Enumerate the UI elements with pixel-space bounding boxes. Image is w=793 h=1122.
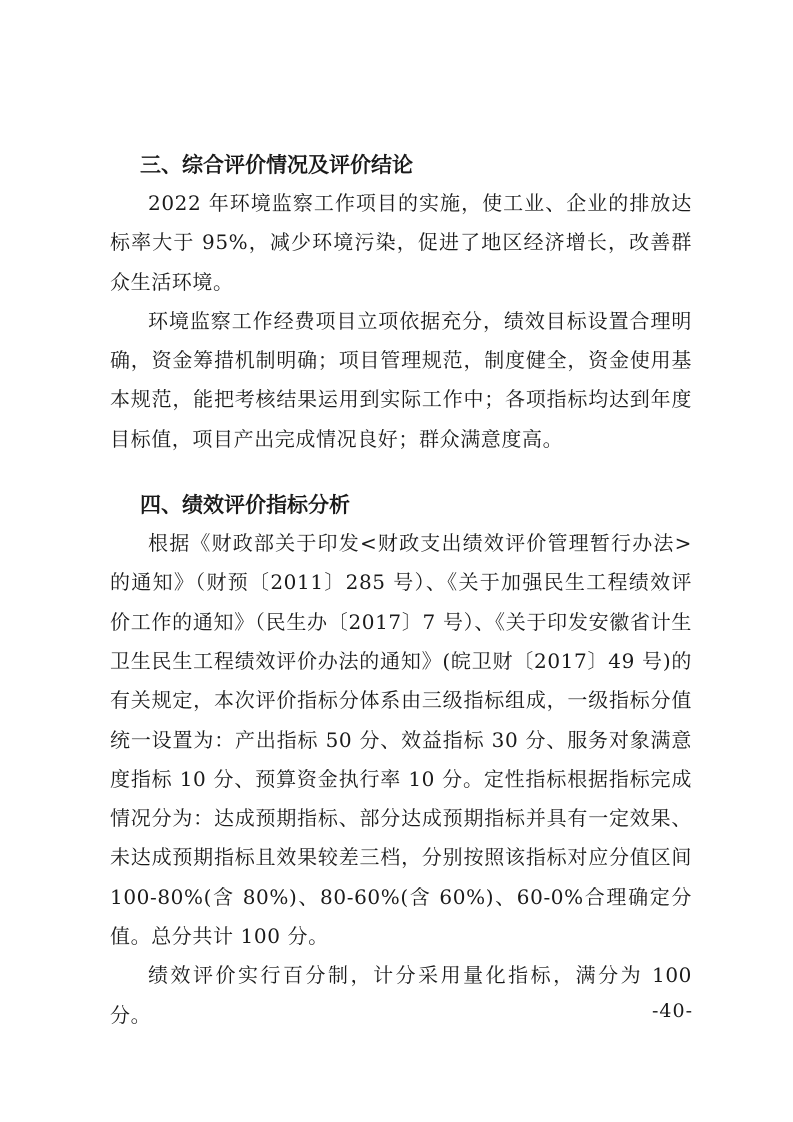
- section-heading-3: 三、综合评价情况及评价结论: [140, 153, 413, 177]
- section-3-paragraph-2: 环境监察工作经费项目立项依据充分，绩效目标设置合理明确，资金筹措机制明确；项目管理规范，制度健全，资金使用基本规范，能把考核结果运用到实际工作中；各项指标均达到年度目标值，项目产出完成情况良好；群众满意度高。: [110, 308, 692, 451]
- section-4-paragraph-2: 绩效评价实行百分制，计分采用量化指标，满分为 100 分。: [110, 963, 692, 1027]
- section-spacer: [110, 459, 692, 486]
- document-body: [110, 146, 692, 1035]
- page-number: -40-: [651, 1000, 693, 1022]
- section-heading-4: 四、绩效评价指标分析: [140, 493, 350, 518]
- section-3-paragraph-1: 2022 年环境监察工作项目的实施，使工业、企业的排放达标率大于 95%，减少环境污染，促进了地区经济增长，改善群众生活环境。: [110, 191, 692, 294]
- section-4-paragraph-1: 根据《财政部关于印发<财政支出绩效评价管理暂行办法>的通知》（财预〔2011〕285 号）、《关于加强民生工程绩效评价工作的通知》（民生办〔2017〕7 号）、《关于印发安徽省计生卫生民生工程绩效评价办法的通知》(皖卫财〔2017〕49 号)的有关规定，本次评价指标分体系由三级指标组成，一级指标分值统一设置为：产出指标 50 分、效益指标 30 分、服务对象满意度指标 10 分、预算资金执行率 10 分。定性指标根据指标完成情况分为：达成预期指标、部分达成预期指标并具有一定效果、未达成预期指标且效果较差三档，分别按照该指标对应分值区间 100-80%(含 80%)、80-60%(含 60%)、60-0%合理确定分值。总分共计 100 分。: [110, 531, 692, 949]
